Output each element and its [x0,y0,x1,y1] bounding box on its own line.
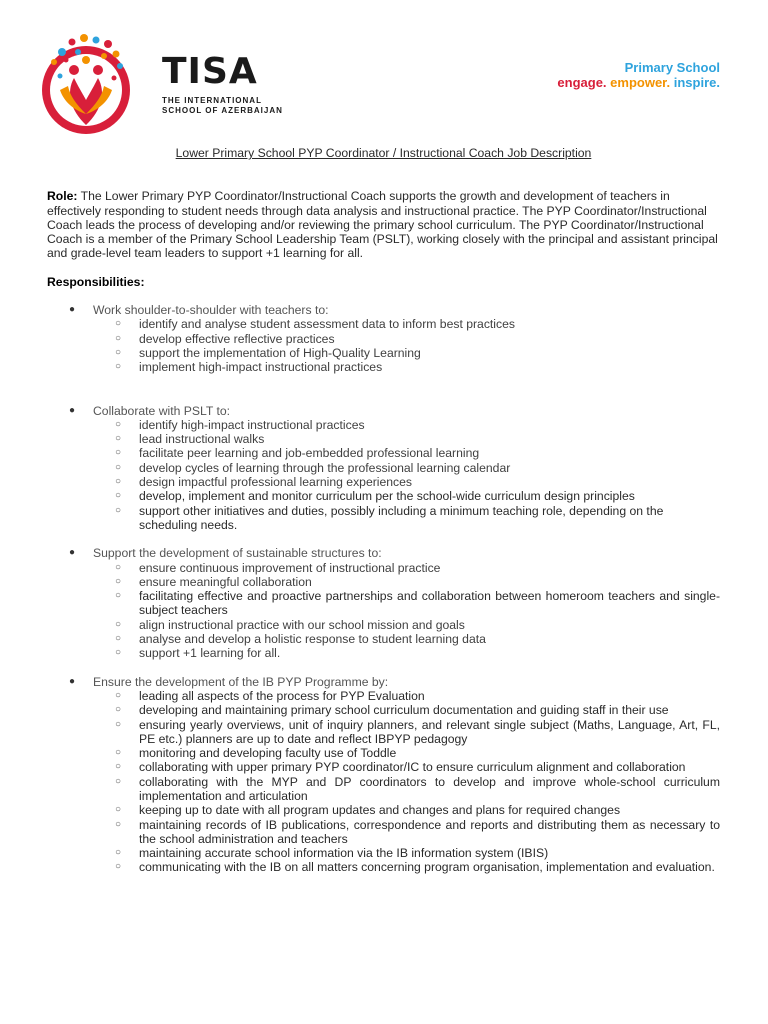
spacer [47,375,720,404]
list-item: ○ keeping up to date with all program updates and changes and plans for required changes [115,803,621,818]
circle-bullet-icon: ○ [115,447,122,459]
list-item: ○ design impactful professional learning experiences [115,475,413,490]
list-item: ○ develop effective reflective practices [115,331,335,346]
list-item: ○ developing and maintaining primary school curriculum documentation and guiding staff in their use [115,703,669,718]
list-item: ○ support other initiatives and duties, possibly including a minimum teaching role, depending on the scheduling needs. [115,503,664,532]
circle-bullet-icon: ○ [115,561,122,573]
circle-bullet-icon: ○ [115,461,122,473]
document-body [47,146,720,875]
list-item: ○ identify high-impact instructional practices [115,417,365,432]
responsibility-group [47,404,720,533]
circle-bullet-icon: ○ [115,633,122,645]
circle-bullet-icon: ○ [115,618,122,630]
circle-bullet-icon: ○ [115,704,122,716]
circle-bullet-icon: ○ [115,332,122,344]
list-item: ○ facilitate peer learning and job-embedded professional learning [115,446,480,461]
responsibilities-heading: Responsibilities: [47,274,145,289]
tagline-empower: empower. [610,75,671,90]
sub-list [93,317,720,374]
circle-bullet-icon: ○ [115,490,122,502]
responsibility-group [47,675,720,875]
logo-subtitle-line2: SCHOOL OF AZERBAIJAN [162,106,283,115]
list-item: ○ ensure meaningful collaboration [115,574,312,589]
circle-bullet-icon: ○ [115,804,122,816]
list-item: ○ monitoring and developing faculty use of Toddle [115,746,397,761]
circle-bullet-icon: ○ [115,575,122,587]
list-item: ○ develop cycles of learning through the professional learning calendar [115,460,511,475]
list-item: ○ maintaining records of IB publications, correspondence and reports and distributing them as necessary to the school administration and teachers [115,817,720,846]
sub-list [93,561,720,661]
circle-bullet-icon: ○ [115,689,122,701]
list-item: ○ leading all aspects of the process for PYP Evaluation [115,688,425,703]
circle-bullet-icon: ○ [115,818,122,830]
circle-bullet-icon: ○ [115,747,122,759]
group-label: Support the development of sustainable structures to: [93,546,382,561]
circle-bullet-icon: ○ [115,718,122,730]
sub-list [93,689,720,875]
spacer [47,661,720,675]
document-header [0,0,768,140]
list-item: ○ implement high-impact instructional practices [115,360,383,375]
role-label: Role: [47,189,78,204]
tagline-inspire: inspire. [673,75,720,90]
circle-bullet-icon: ○ [115,761,122,773]
list-item: ○ collaborating with the MYP and DP coordinators to develop and improve whole-school curriculum implementation and articulation [115,774,720,803]
list-item: ○ ensuring yearly overviews, unit of inquiry planners, and relevant single subject (Maths, Language, Art, FL, PE etc.) planners are up to date and reflect IBPYP pedagogy [115,717,720,746]
list-item: ○ collaborating with upper primary PYP coordinator/IC to ensure curriculum alignment and collaboration [115,760,686,775]
circle-bullet-icon: ○ [115,861,122,873]
circle-bullet-icon: ○ [115,504,122,516]
responsibility-group [47,546,720,660]
bullet-icon: ● [69,547,76,559]
circle-bullet-icon: ○ [115,418,122,430]
bullet-icon: ● [69,304,76,316]
responsibilities-list [47,303,720,875]
responsibility-group [47,303,720,374]
logo-subtitle-line1: THE INTERNATIONAL [162,96,262,105]
circle-bullet-icon: ○ [115,847,122,859]
tisa-wordmark [162,52,283,116]
circle-bullet-icon: ○ [115,346,122,358]
group-label: Work shoulder-to-shoulder with teachers to: [93,303,329,318]
list-item: ○ identify and analyse student assessment data to inform best practices [115,317,515,332]
list-item: ○ support +1 learning for all. [115,646,281,661]
group-label: Ensure the development of the IB PYP Programme by: [93,674,389,689]
school-division: Primary School [624,60,720,75]
list-item: ○ maintaining accurate school information via the IB information system (IBIS) [115,846,549,861]
circle-bullet-icon: ○ [115,647,122,659]
tisa-logo-emblem [30,30,140,140]
circle-bullet-icon: ○ [115,775,122,787]
list-item: ○ lead instructional walks [115,432,265,447]
list-item: ○ align instructional practice with our school mission and goals [115,617,465,632]
list-item: ○ ensure continuous improvement of instructional practice [115,560,441,575]
logo-title: TISA [162,51,258,92]
circle-bullet-icon: ○ [115,361,122,373]
header-tagline [557,60,720,90]
circle-bullet-icon: ○ [115,433,122,445]
spacer [47,532,720,546]
circle-bullet-icon: ○ [115,590,122,602]
sub-list [93,418,720,532]
group-label: Collaborate with PSLT to: [93,403,231,418]
list-item: ○ develop, implement and monitor curriculum per the school-wide curriculum design principles [115,489,635,504]
role-paragraph [47,189,720,260]
list-item: ○ facilitating effective and proactive partnerships and collaboration between homeroom teachers and single-subject teachers [115,589,720,618]
document-title: Lower Primary School PYP Coordinator / Instructional Coach Job Description [175,146,592,160]
role-text: The Lower Primary PYP Coordinator/Instructional Coach supports the growth and development of teachers in effectively responding to student needs through data analysis and instructional practice. The PYP Coordinator/Instructional Coach leads the process of developing and/or reviewing the primary school curriculum. The PYP Coordinator/Instructional Coach is a member of the Primary School Leadership Team (PSLT), working closely with the principal and assistant principal and grade-level team leaders to support +1 learning for all. [47,189,718,261]
circle-bullet-icon: ○ [115,476,122,488]
tagline [557,75,720,90]
bullet-icon: ● [69,404,76,416]
list-item: ○ communicating with the IB on all matters concerning program organisation, implementation and evaluation. [115,860,715,875]
circle-bullet-icon: ○ [115,318,122,330]
list-item: ○ analyse and develop a holistic response to student learning data [115,632,486,647]
list-item: ○ support the implementation of High-Quality Learning [115,345,421,360]
bullet-icon: ● [69,675,76,687]
tagline-engage: engage. [557,75,607,90]
